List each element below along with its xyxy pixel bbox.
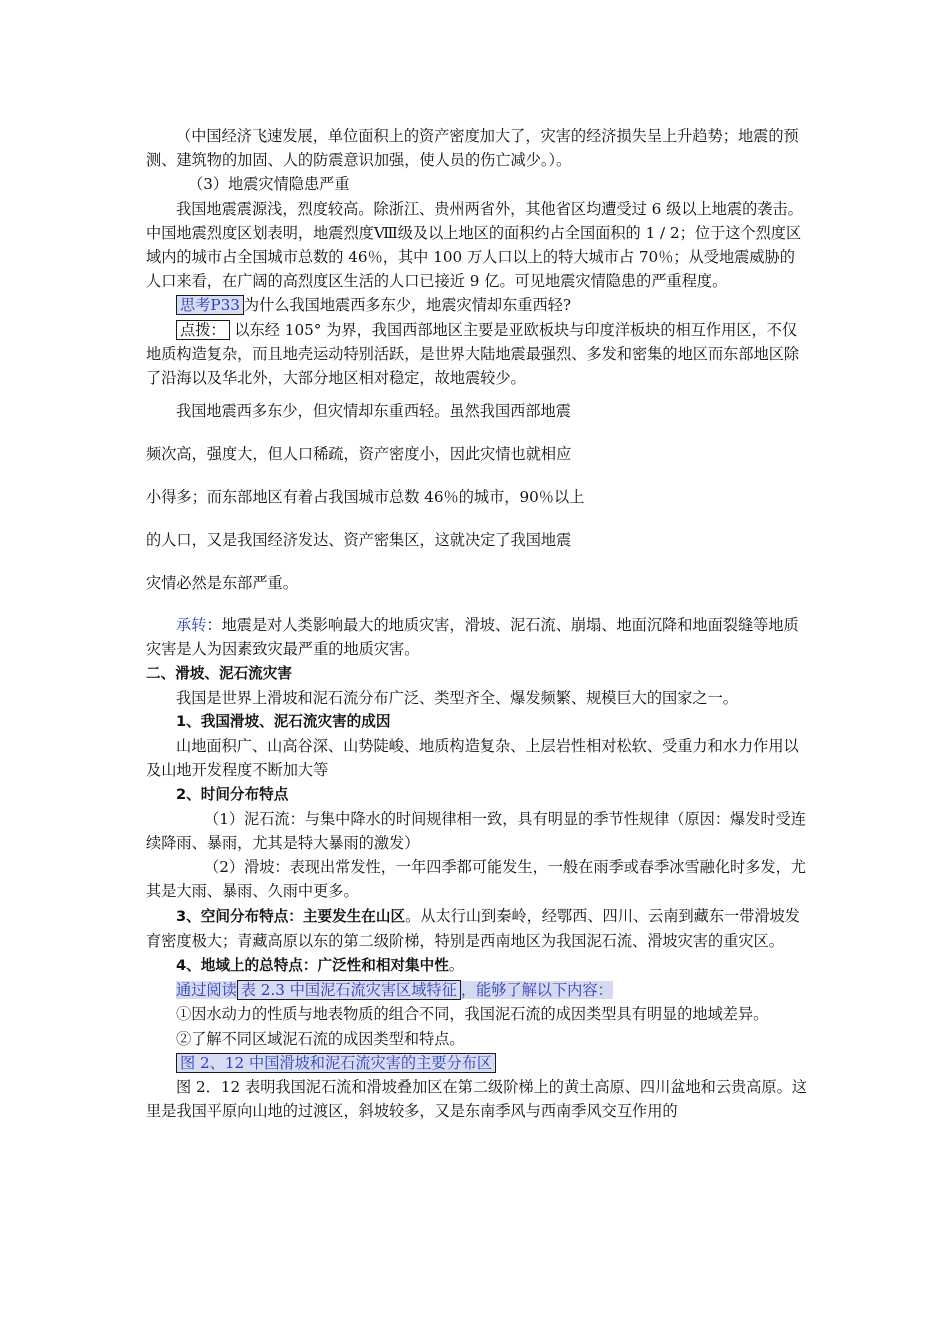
hint-paragraph (146, 318, 810, 391)
think-question-text: 为什么我国地震西多东少，地震灾情却东重西轻? (243, 296, 572, 315)
content-item-2: ②了解不同区域泥石流的成因类型和特点。 (176, 1029, 465, 1048)
figure-reference (146, 1051, 810, 1075)
section-heading-landslide: 二、滑坡、泥石流灾害 (146, 664, 292, 682)
hint-text: 以东经 105° 为界，我国西部地区主要是亚欧板块与印度洋板块的相互作用区，不仅地质构造复杂，而且地壳运动特别活跃，是世界大陆地震最强烈、多发和密集的地区而东部地区除了沿海以及华北外，大部分地区相对稳定，故地震较少。 (146, 320, 800, 388)
table-reference-link[interactable]: 表 2.3 中国泥石流灾害区域特征 (237, 980, 461, 1000)
wide-line-1: 我国地震西多东少，但灾情却东重西轻。虽然我国西部地震 (176, 402, 571, 421)
paragraph-figure-explanation: 图 2．12 表明我国泥石流和滑坡叠加区在第二级阶梯上的黄土高原、四川盆地和云贵高原。这里是我国平原向山地的过渡区，斜坡较多，又是东南季风与西南季风交互作用的 (146, 1078, 807, 1121)
figure-reference-link[interactable]: 图 2、12 中国滑坡和泥石流灾害的主要分布区 (176, 1053, 496, 1073)
paragraph-spatial-distribution (146, 904, 810, 953)
wide-spaced-block (146, 390, 810, 605)
paragraph-economic-note: （中国经济飞速发展，单位面积上的资产密度加大了，灾害的经济损失呈上升趋势；地震的预测、建筑物的加固、人的防震意识加强，使人员的伤亡减少。）。 (146, 127, 799, 170)
reading-prompt (146, 978, 810, 1002)
transition-label: 承转 (176, 616, 207, 635)
spatial-text: 。从太行山到秦岭，经鄂西、四川、云南到藏东一带滑坡发育密度极大；青藏高原以东的第二级阶梯，特别是西南地区为我国泥石流、滑坡灾害的重灾区。 (146, 906, 800, 950)
wide-line-5: 灾情必然是东部严重。 (146, 574, 298, 593)
paragraph-hazard-potential: 我国地震震源浅，烈度较高。除浙江、贵州两省外，其他省区均遭受过 6 级以上地震的袭击。中国地震烈度区划表明，地震烈度Ⅷ级及以上地区的面积约占全国面积的 1 / 2；位于这个烈度区域内的城市占全国城市总数的 46％，其中 100 万人口以上的特大城市占 70％；从受地震威胁的人口来看，在广阔的高烈度区生活的人口已接近 9 亿。可见地震灾情隐患的严重程度。 (146, 199, 803, 291)
document-page (146, 124, 810, 1124)
transition-paragraph (146, 613, 810, 661)
wide-line-4: 的人口，又是我国经济发达、资产密集区，这就决定了我国地震 (146, 531, 572, 550)
content-item-1: ①因水动力的性质与地表物质的组合不同，我国泥石流的成因类型具有明显的地域差异。 (176, 1005, 769, 1024)
paragraph-causes: 山地面积广、山高谷深、山势陡峻、地质构造复杂、上层岩性相对松软、受重力和水力作用以及山地开发程度不断加大等 (146, 737, 799, 780)
wide-line-2: 频次高，强度大，但人口稀疏，资产密度小，因此灾情也就相应 (146, 445, 572, 464)
reading-prefix: 通过阅读 (176, 981, 237, 1000)
overall-end-punct: 。 (448, 956, 465, 975)
subheading-spatial: 3、空间分布特点：主要发生在山区 (176, 907, 406, 925)
subheading-hazard-potential: （3）地震灾情隐患严重 (188, 175, 350, 194)
reading-suffix: ，能够了解以下内容： (460, 981, 613, 1000)
hint-label-box: 点拨： (176, 320, 230, 340)
paragraph-landslide-intro: 我国是世界上滑坡和泥石流分布广泛、类型齐全、爆发频繁、规模巨大的国家之一。 (176, 688, 738, 707)
paragraph-overall-features (146, 953, 810, 978)
transition-text: ：地震是对人类影响最大的地质灾害，滑坡、泥石流、崩塌、地面沉降和地面裂缝等地质灾害是人为因素致灾最严重的地质灾害。 (146, 616, 799, 659)
paragraph-landslide-time: （2）滑坡：表现出常发性，一年四季都可能发生，一般在雨季或春季冰雪融化时多发，尤其是大雨、暴雨、久雨中更多。 (146, 858, 806, 901)
subheading-causes: 1、我国滑坡、泥石流灾害的成因 (176, 713, 391, 731)
think-question (146, 293, 810, 317)
subheading-time-distribution: 2、时间分布特点 (176, 785, 289, 803)
subheading-overall: 4、地域上的总特点：广泛性和相对集中性 (176, 957, 449, 975)
wide-line-3: 小得多；而东部地区有着占我国城市总数 46％的城市，90％以上 (146, 488, 585, 507)
paragraph-debris-flow-time: （1）泥石流：与集中降水的时间规律相一致，具有明显的季节性规律（原因：爆发时受连续降雨、暴雨，尤其是特大暴雨的激发） (146, 809, 806, 853)
think-label-box: 思考P33 (176, 295, 244, 315)
